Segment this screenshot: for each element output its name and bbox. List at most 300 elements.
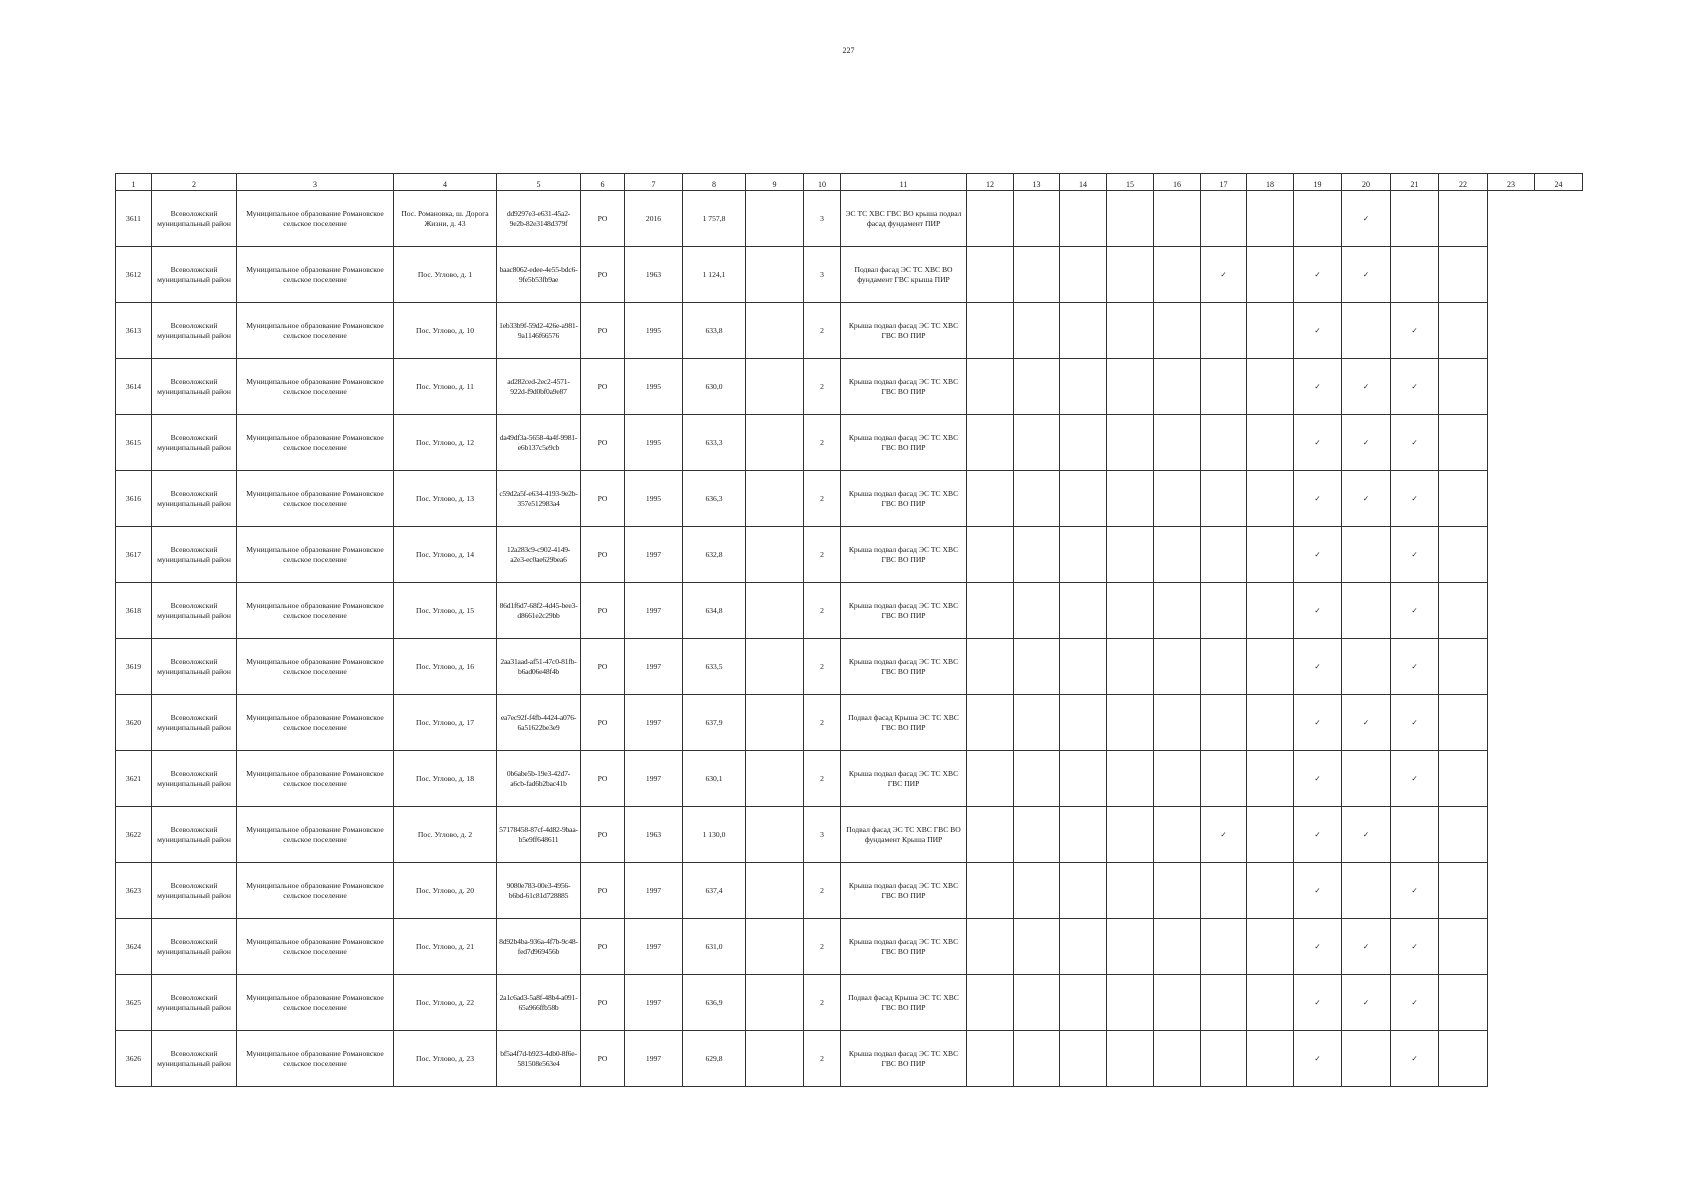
empty-cell <box>1014 919 1060 975</box>
table-header <box>116 174 1583 191</box>
empty-cell <box>1247 527 1294 583</box>
empty-cell <box>1439 807 1488 863</box>
empty-cell <box>1014 751 1060 807</box>
empty-cell <box>967 695 1014 751</box>
guid-cell: 2a1c6ad3-5a8f-48b4-a091-65a966ffb58b <box>497 975 581 1031</box>
column-header-7: 7 <box>625 174 683 191</box>
table-row <box>116 359 1583 415</box>
check-mark-icon: ✓ <box>1391 919 1439 975</box>
check-mark-icon: ✓ <box>1391 303 1439 359</box>
municipality-cell: Муниципальное образование Романовское сельское поселение <box>237 583 394 639</box>
works-cell: Крыша подвал фасад ЭС ТС ХВС ГВС ПИР <box>841 751 967 807</box>
type-cell: РО <box>581 583 625 639</box>
check-mark-icon: ✓ <box>1294 415 1342 471</box>
empty-cell <box>1107 807 1154 863</box>
empty-cell <box>1439 975 1488 1031</box>
empty-cell <box>967 975 1014 1031</box>
address-cell: Пос. Углово, д. 11 <box>394 359 497 415</box>
empty-cell <box>1060 527 1107 583</box>
column-header-4: 4 <box>394 174 497 191</box>
empty-cell <box>1107 919 1154 975</box>
empty-cell <box>1060 583 1107 639</box>
column-header-6: 6 <box>581 174 625 191</box>
guid-cell: 2aa31aad-af51-47c0-81fb-b6ad06e48f4b <box>497 639 581 695</box>
works-cell: Крыша подвал фасад ЭС ТС ХВС ГВС ВО ПИР <box>841 1031 967 1087</box>
municipality-cell: Муниципальное образование Романовское сельское поселение <box>237 751 394 807</box>
column-header-5: 5 <box>497 174 581 191</box>
empty-cell <box>1154 863 1201 919</box>
column-header-12: 12 <box>967 174 1014 191</box>
table-row <box>116 639 1583 695</box>
empty-cell <box>1154 583 1201 639</box>
table-row <box>116 919 1583 975</box>
year-cell: 1995 <box>625 359 683 415</box>
municipality-cell: Муниципальное образование Романовское сельское поселение <box>237 919 394 975</box>
table-row <box>116 1031 1583 1087</box>
empty-cell <box>1060 359 1107 415</box>
check-mark-icon: ✓ <box>1342 191 1391 247</box>
empty-cell <box>1060 919 1107 975</box>
area-cell: 631,0 <box>683 919 746 975</box>
area-cell: 629,8 <box>683 1031 746 1087</box>
column-header-23: 23 <box>1488 174 1535 191</box>
works-cell: Подвал фасад Крыша ЭС ТС ХВС ГВС ВО ПИР <box>841 695 967 751</box>
column-10-cell: 2 <box>804 975 841 1031</box>
empty-cell <box>1391 807 1439 863</box>
year-cell: 1963 <box>625 807 683 863</box>
address-cell: Пос. Углово, д. 17 <box>394 695 497 751</box>
empty-cell <box>1014 1031 1060 1087</box>
check-mark-icon: ✓ <box>1294 975 1342 1031</box>
empty-cell <box>967 359 1014 415</box>
row-number: 3624 <box>116 919 152 975</box>
check-mark-icon: ✓ <box>1294 639 1342 695</box>
empty-cell <box>967 191 1014 247</box>
row-number: 3622 <box>116 807 152 863</box>
check-mark-icon: ✓ <box>1391 471 1439 527</box>
empty-cell <box>1060 751 1107 807</box>
empty-cell <box>967 919 1014 975</box>
empty-cell <box>1014 975 1060 1031</box>
check-mark-icon: ✓ <box>1294 751 1342 807</box>
check-mark-icon: ✓ <box>1342 919 1391 975</box>
check-mark-icon: ✓ <box>1201 247 1247 303</box>
column-header-21: 21 <box>1391 174 1439 191</box>
empty-cell <box>1014 639 1060 695</box>
guid-cell: bf5a4f7d-b923-4db0-8f6e-581508e563e4 <box>497 1031 581 1087</box>
check-mark-icon: ✓ <box>1294 807 1342 863</box>
empty-cell <box>1107 1031 1154 1087</box>
guid-cell: dd9297e3-e631-45a2-9e2b-82e3148d379f <box>497 191 581 247</box>
type-cell: РО <box>581 751 625 807</box>
empty-cell <box>1060 471 1107 527</box>
empty-cell <box>1014 191 1060 247</box>
empty-cell <box>1201 527 1247 583</box>
empty-cell <box>1014 471 1060 527</box>
address-cell: Пос. Романовка, ш. Дорога Жизни, д. 43 <box>394 191 497 247</box>
column-header-10: 10 <box>804 174 841 191</box>
guid-cell: c59d2a5f-e634-4193-9e2b-357e512983a4 <box>497 471 581 527</box>
empty-cell <box>1154 751 1201 807</box>
guid-cell: 8d92b4ba-936a-4f7b-9c48-fed7d969456b <box>497 919 581 975</box>
type-cell: РО <box>581 1031 625 1087</box>
municipality-cell: Муниципальное образование Романовское сельское поселение <box>237 303 394 359</box>
guid-cell: baac8062-edee-4e55-bdc6-9fe5b53fb9ae <box>497 247 581 303</box>
year-cell: 1997 <box>625 583 683 639</box>
empty-cell <box>1342 751 1391 807</box>
check-mark-icon: ✓ <box>1201 807 1247 863</box>
area-cell: 633,3 <box>683 415 746 471</box>
year-cell: 1997 <box>625 1031 683 1087</box>
district-cell: Всеволожский муниципальный район <box>152 471 237 527</box>
table-row <box>116 583 1583 639</box>
municipality-cell: Муниципальное образование Романовское сельское поселение <box>237 191 394 247</box>
check-mark-icon: ✓ <box>1391 863 1439 919</box>
column-header-17: 17 <box>1201 174 1247 191</box>
row-number: 3612 <box>116 247 152 303</box>
empty-cell <box>1201 975 1247 1031</box>
check-mark-icon: ✓ <box>1391 359 1439 415</box>
address-cell: Пос. Углово, д. 22 <box>394 975 497 1031</box>
column-9-cell <box>746 359 804 415</box>
works-cell: Крыша подвал фасад ЭС ТС ХВС ГВС ВО ПИР <box>841 303 967 359</box>
row-number: 3614 <box>116 359 152 415</box>
row-number: 3626 <box>116 1031 152 1087</box>
column-10-cell: 2 <box>804 863 841 919</box>
empty-cell <box>1439 583 1488 639</box>
empty-cell <box>1154 359 1201 415</box>
empty-cell <box>1107 583 1154 639</box>
page-number: 227 <box>842 46 855 55</box>
empty-cell <box>1154 975 1201 1031</box>
type-cell: РО <box>581 919 625 975</box>
empty-cell <box>1154 639 1201 695</box>
type-cell: РО <box>581 247 625 303</box>
check-mark-icon: ✓ <box>1342 359 1391 415</box>
district-cell: Всеволожский муниципальный район <box>152 583 237 639</box>
empty-cell <box>1247 359 1294 415</box>
empty-cell <box>1247 863 1294 919</box>
column-header-9: 9 <box>746 174 804 191</box>
empty-cell <box>1107 191 1154 247</box>
empty-cell <box>1439 247 1488 303</box>
type-cell: РО <box>581 527 625 583</box>
column-10-cell: 2 <box>804 919 841 975</box>
column-9-cell <box>746 415 804 471</box>
row-number: 3623 <box>116 863 152 919</box>
check-mark-icon: ✓ <box>1391 583 1439 639</box>
table-row <box>116 191 1583 247</box>
empty-cell <box>1247 247 1294 303</box>
address-cell: Пос. Углово, д. 1 <box>394 247 497 303</box>
empty-cell <box>967 807 1014 863</box>
year-cell: 1997 <box>625 527 683 583</box>
empty-cell <box>967 247 1014 303</box>
empty-cell <box>1439 359 1488 415</box>
empty-cell <box>1439 919 1488 975</box>
empty-cell <box>1060 863 1107 919</box>
empty-cell <box>1201 1031 1247 1087</box>
address-cell: Пос. Углово, д. 10 <box>394 303 497 359</box>
empty-cell <box>1107 695 1154 751</box>
empty-cell <box>1439 1031 1488 1087</box>
works-cell: Крыша подвал фасад ЭС ТС ХВС ГВС ВО ПИР <box>841 359 967 415</box>
empty-cell <box>1014 415 1060 471</box>
row-number: 3619 <box>116 639 152 695</box>
district-cell: Всеволожский муниципальный район <box>152 863 237 919</box>
empty-cell <box>1154 247 1201 303</box>
column-header-3: 3 <box>237 174 394 191</box>
column-10-cell: 2 <box>804 639 841 695</box>
type-cell: РО <box>581 359 625 415</box>
empty-cell <box>1439 639 1488 695</box>
empty-cell <box>1154 471 1201 527</box>
empty-cell <box>1439 527 1488 583</box>
check-mark-icon: ✓ <box>1294 1031 1342 1087</box>
column-9-cell <box>746 471 804 527</box>
row-number: 3620 <box>116 695 152 751</box>
area-cell: 632,8 <box>683 527 746 583</box>
type-cell: РО <box>581 639 625 695</box>
address-cell: Пос. Углово, д. 20 <box>394 863 497 919</box>
district-cell: Всеволожский муниципальный район <box>152 751 237 807</box>
works-cell: Крыша подвал фасад ЭС ТС ХВС ГВС ВО ПИР <box>841 471 967 527</box>
district-cell: Всеволожский муниципальный район <box>152 639 237 695</box>
empty-cell <box>1201 583 1247 639</box>
guid-cell: 12a283c9-c902-4149-a2e3-ec0ae629bea6 <box>497 527 581 583</box>
check-mark-icon: ✓ <box>1391 751 1439 807</box>
empty-cell <box>1342 1031 1391 1087</box>
empty-cell <box>1247 583 1294 639</box>
area-cell: 633,5 <box>683 639 746 695</box>
guid-cell: 0b6abe5b-19e3-42d7-a6cb-fad6b2bac41b <box>497 751 581 807</box>
area-cell: 630,1 <box>683 751 746 807</box>
district-cell: Всеволожский муниципальный район <box>152 415 237 471</box>
year-cell: 2016 <box>625 191 683 247</box>
empty-cell <box>967 751 1014 807</box>
municipality-cell: Муниципальное образование Романовское сельское поселение <box>237 639 394 695</box>
empty-cell <box>1247 919 1294 975</box>
table-row <box>116 807 1583 863</box>
column-9-cell <box>746 191 804 247</box>
empty-cell <box>967 1031 1014 1087</box>
guid-cell: ad282ced-2ec2-4571-922d-f9d0bf0a9e87 <box>497 359 581 415</box>
type-cell: РО <box>581 863 625 919</box>
table-row <box>116 303 1583 359</box>
column-9-cell <box>746 527 804 583</box>
check-mark-icon: ✓ <box>1342 415 1391 471</box>
row-number: 3613 <box>116 303 152 359</box>
area-cell: 637,4 <box>683 863 746 919</box>
column-header-16: 16 <box>1154 174 1201 191</box>
check-mark-icon: ✓ <box>1342 695 1391 751</box>
table-row <box>116 751 1583 807</box>
table-body <box>116 191 1583 1087</box>
column-10-cell: 2 <box>804 1031 841 1087</box>
row-number: 3616 <box>116 471 152 527</box>
check-mark-icon: ✓ <box>1391 527 1439 583</box>
empty-cell <box>1107 471 1154 527</box>
district-cell: Всеволожский муниципальный район <box>152 807 237 863</box>
column-10-cell: 2 <box>804 751 841 807</box>
year-cell: 1997 <box>625 639 683 695</box>
check-mark-icon: ✓ <box>1294 695 1342 751</box>
check-mark-icon: ✓ <box>1391 639 1439 695</box>
column-header-13: 13 <box>1014 174 1060 191</box>
area-cell: 634,8 <box>683 583 746 639</box>
empty-cell <box>1014 303 1060 359</box>
empty-cell <box>967 471 1014 527</box>
column-10-cell: 2 <box>804 415 841 471</box>
column-10-cell: 3 <box>804 247 841 303</box>
column-9-cell <box>746 695 804 751</box>
municipality-cell: Муниципальное образование Романовское сельское поселение <box>237 247 394 303</box>
column-10-cell: 2 <box>804 695 841 751</box>
guid-cell: 9080e783-00e3-4956-b6bd-61c81d728885 <box>497 863 581 919</box>
empty-cell <box>1107 247 1154 303</box>
empty-cell <box>1060 415 1107 471</box>
empty-cell <box>1439 751 1488 807</box>
row-number: 3615 <box>116 415 152 471</box>
area-cell: 630,0 <box>683 359 746 415</box>
address-cell: Пос. Углово, д. 16 <box>394 639 497 695</box>
empty-cell <box>1201 863 1247 919</box>
municipality-cell: Муниципальное образование Романовское сельское поселение <box>237 471 394 527</box>
address-cell: Пос. Углово, д. 18 <box>394 751 497 807</box>
check-mark-icon: ✓ <box>1294 919 1342 975</box>
works-cell: ЭС ТС ХВС ГВС ВО крыша подвал фасад фундамент ПИР <box>841 191 967 247</box>
district-cell: Всеволожский муниципальный район <box>152 919 237 975</box>
empty-cell <box>1107 863 1154 919</box>
address-cell: Пос. Углово, д. 21 <box>394 919 497 975</box>
empty-cell <box>1201 359 1247 415</box>
empty-cell <box>1247 471 1294 527</box>
year-cell: 1997 <box>625 863 683 919</box>
year-cell: 1995 <box>625 471 683 527</box>
column-header-24: 24 <box>1535 174 1583 191</box>
empty-cell <box>1342 527 1391 583</box>
empty-cell <box>1439 863 1488 919</box>
column-9-cell <box>746 919 804 975</box>
row-number: 3625 <box>116 975 152 1031</box>
district-cell: Всеволожский муниципальный район <box>152 695 237 751</box>
column-header-2: 2 <box>152 174 237 191</box>
area-cell: 1 124,1 <box>683 247 746 303</box>
year-cell: 1963 <box>625 247 683 303</box>
column-header-15: 15 <box>1107 174 1154 191</box>
works-cell: Подвал фасад Крыша ЭС ТС ХВС ГВС ВО ПИР <box>841 975 967 1031</box>
column-header-1: 1 <box>116 174 152 191</box>
empty-cell <box>1439 471 1488 527</box>
empty-cell <box>1201 695 1247 751</box>
check-mark-icon: ✓ <box>1342 807 1391 863</box>
address-cell: Пос. Углово, д. 14 <box>394 527 497 583</box>
empty-cell <box>967 863 1014 919</box>
empty-cell <box>1439 303 1488 359</box>
row-number: 3617 <box>116 527 152 583</box>
empty-cell <box>1154 303 1201 359</box>
empty-cell <box>1439 415 1488 471</box>
year-cell: 1995 <box>625 303 683 359</box>
column-9-cell <box>746 863 804 919</box>
empty-cell <box>1014 527 1060 583</box>
empty-cell <box>1247 191 1294 247</box>
empty-cell <box>1201 639 1247 695</box>
column-10-cell: 3 <box>804 191 841 247</box>
area-cell: 633,8 <box>683 303 746 359</box>
municipality-cell: Муниципальное образование Романовское сельское поселение <box>237 807 394 863</box>
empty-cell <box>967 583 1014 639</box>
check-mark-icon: ✓ <box>1294 359 1342 415</box>
district-cell: Всеволожский муниципальный район <box>152 1031 237 1087</box>
empty-cell <box>1107 359 1154 415</box>
empty-cell <box>1154 191 1201 247</box>
column-header-18: 18 <box>1247 174 1294 191</box>
year-cell: 1997 <box>625 695 683 751</box>
guid-cell: 1eb33b9f-59d2-426e-a981-9a1146f66576 <box>497 303 581 359</box>
empty-cell <box>1439 695 1488 751</box>
empty-cell <box>1060 247 1107 303</box>
empty-cell <box>1014 247 1060 303</box>
year-cell: 1997 <box>625 751 683 807</box>
check-mark-icon: ✓ <box>1294 303 1342 359</box>
row-number: 3621 <box>116 751 152 807</box>
row-number: 3611 <box>116 191 152 247</box>
empty-cell <box>1107 975 1154 1031</box>
empty-cell <box>1201 415 1247 471</box>
district-cell: Всеволожский муниципальный район <box>152 975 237 1031</box>
empty-cell <box>1342 639 1391 695</box>
district-cell: Всеволожский муниципальный район <box>152 527 237 583</box>
type-cell: РО <box>581 695 625 751</box>
municipality-cell: Муниципальное образование Романовское сельское поселение <box>237 415 394 471</box>
empty-cell <box>1201 191 1247 247</box>
empty-cell <box>1154 919 1201 975</box>
works-cell: Крыша подвал фасад ЭС ТС ХВС ГВС ВО ПИР <box>841 639 967 695</box>
address-cell: Пос. Углово, д. 13 <box>394 471 497 527</box>
area-cell: 636,3 <box>683 471 746 527</box>
empty-cell <box>1060 639 1107 695</box>
column-9-cell <box>746 247 804 303</box>
empty-cell <box>1294 191 1342 247</box>
works-cell: Крыша подвал фасад ЭС ТС ХВС ГВС ВО ПИР <box>841 919 967 975</box>
check-mark-icon: ✓ <box>1294 527 1342 583</box>
building-registry-table <box>115 173 1583 1087</box>
year-cell: 1995 <box>625 415 683 471</box>
address-cell: Пос. Углово, д. 15 <box>394 583 497 639</box>
district-cell: Всеволожский муниципальный район <box>152 359 237 415</box>
year-cell: 1997 <box>625 975 683 1031</box>
check-mark-icon: ✓ <box>1342 471 1391 527</box>
area-cell: 636,9 <box>683 975 746 1031</box>
column-header-20: 20 <box>1342 174 1391 191</box>
empty-cell <box>1014 359 1060 415</box>
column-header-11: 11 <box>841 174 967 191</box>
district-cell: Всеволожский муниципальный район <box>152 191 237 247</box>
empty-cell <box>1107 415 1154 471</box>
column-10-cell: 2 <box>804 527 841 583</box>
table-row <box>116 975 1583 1031</box>
empty-cell <box>967 527 1014 583</box>
column-header-19: 19 <box>1294 174 1342 191</box>
table-row <box>116 695 1583 751</box>
empty-cell <box>1247 1031 1294 1087</box>
empty-cell <box>1060 191 1107 247</box>
works-cell: Крыша подвал фасад ЭС ТС ХВС ГВС ВО ПИР <box>841 583 967 639</box>
works-cell: Подвал фасад ЭС ТС ХВС ГВС ВО фундамент Крыша ПИР <box>841 807 967 863</box>
check-mark-icon: ✓ <box>1342 975 1391 1031</box>
column-10-cell: 2 <box>804 471 841 527</box>
